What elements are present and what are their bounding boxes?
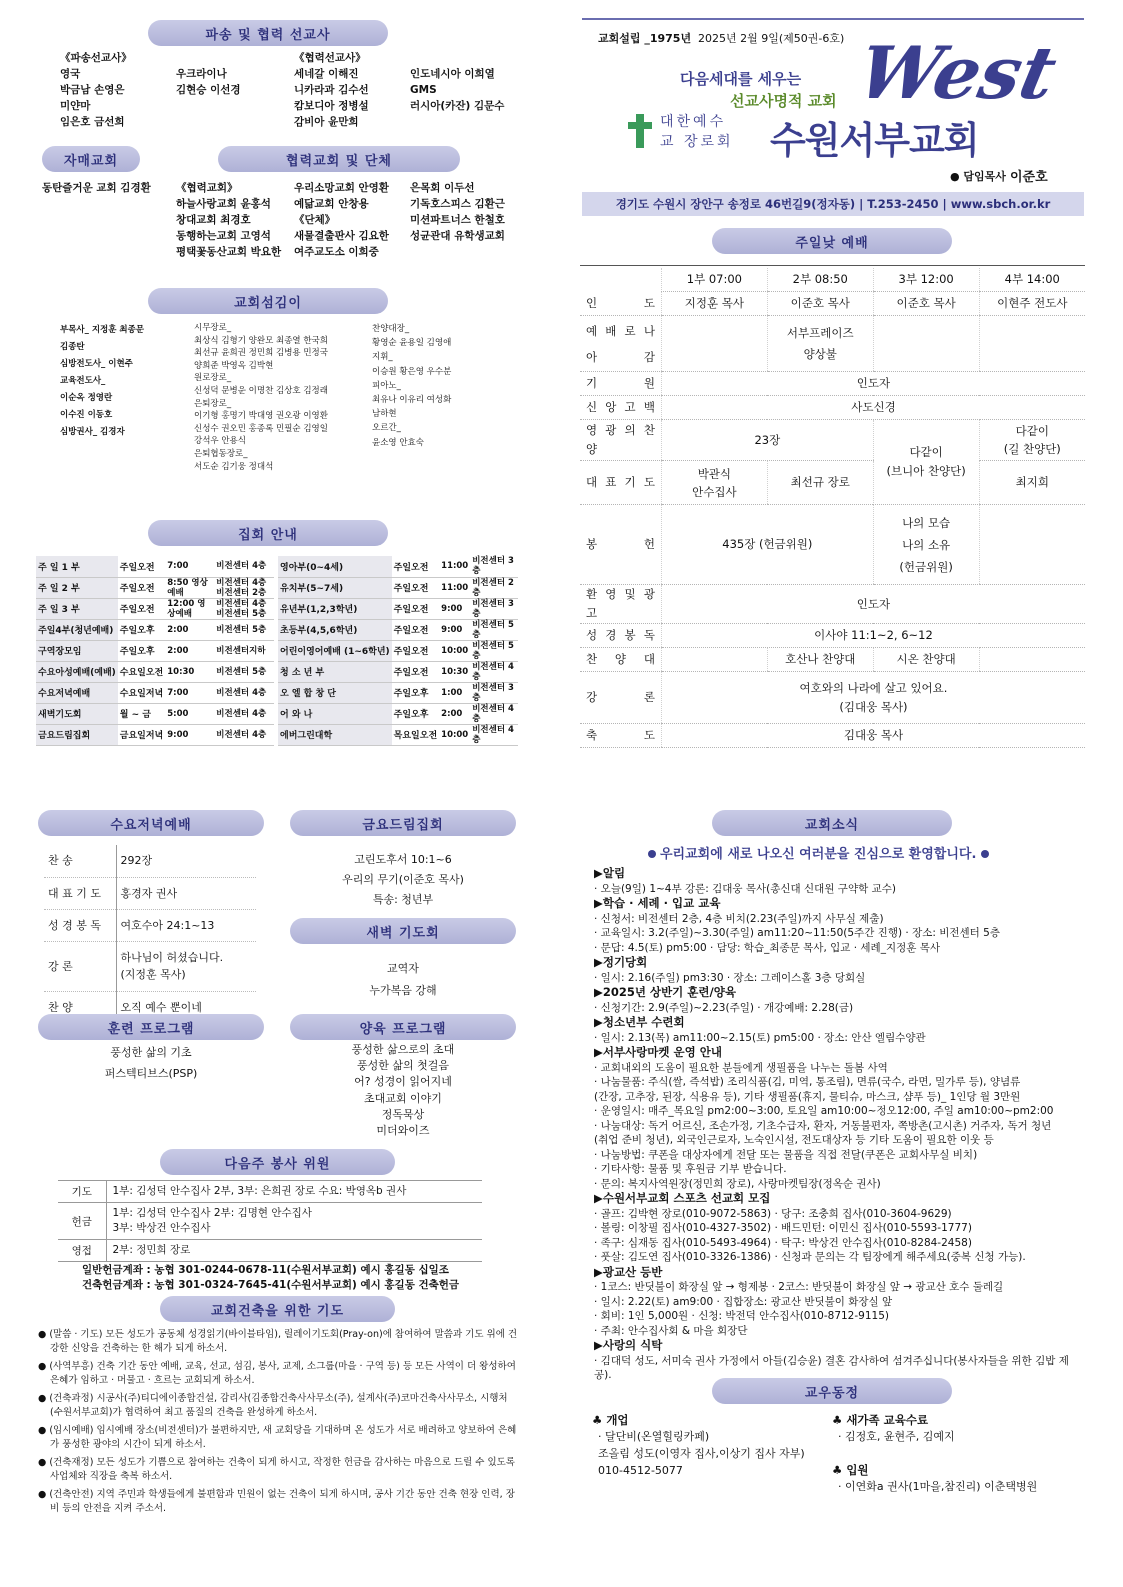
missionaries-col2: 우크라이나 김현승 이선경 bbox=[176, 68, 241, 96]
newfamily-heading: ♣ 새가족 교육수료 bbox=[832, 1413, 929, 1427]
address-bar: 경기도 수원시 장안구 송정로 46번길9(정자동) | T.253-2450 | www.sbch.or.kr bbox=[582, 192, 1084, 216]
meeting-cell: 비전센터지하 bbox=[214, 640, 274, 661]
dawn-text: 교역자 누가복음 강해 bbox=[369, 962, 437, 997]
offering-3: 나의 모습 나의 소유 (헌금위원) bbox=[873, 505, 979, 585]
worship-table bbox=[580, 268, 1085, 748]
wed-label: 성 경 봉 독 bbox=[44, 909, 116, 941]
meeting-cell: 비전센터 4층 bbox=[470, 703, 518, 724]
label-pray: 기 원 bbox=[580, 372, 661, 396]
label-choir: 찬 양 대 bbox=[580, 648, 661, 672]
meeting-cell: 10:30 bbox=[439, 661, 470, 682]
servants-col3: 찬양대장_ 황영순 윤용일 김영애 지휘_ 이승원 황은영 우수분 피아노_ 최유나 이유리 여성화 남하현 오르간_ 윤소영 안효숙 bbox=[372, 324, 452, 448]
sister-title: 자매교회 bbox=[42, 146, 140, 172]
meeting-cell: 2:00 bbox=[165, 640, 214, 661]
meeting-cell: 주일오전 bbox=[392, 598, 439, 619]
account-building: 건축헌금계좌 : 농협 301-0324-7645-41(수원서부교회) 예시 홍길동 건축헌금 bbox=[82, 1279, 460, 1291]
meeting-cell: 비전센터 2층 bbox=[470, 577, 518, 598]
meeting-cell: 목요일오전 bbox=[392, 724, 439, 745]
meeting-row bbox=[278, 724, 518, 745]
meeting-cell: 10:30 bbox=[165, 661, 214, 682]
meeting-row bbox=[36, 619, 274, 640]
nextweek-row bbox=[58, 1240, 482, 1262]
label-bless: 축 도 bbox=[580, 724, 661, 748]
prayer-list bbox=[38, 1328, 518, 1520]
servants-col1: 부목사_ 지정훈 최종문 김종탄 심방전도사_ 이현주 교육전도사_ 이순옥 정영란 이수진 이동호 심방권사_ 김경자 bbox=[60, 325, 145, 437]
meeting-cell: 비전센터 3층 bbox=[470, 556, 518, 577]
sermon: 여호와의 나라에 살고 있어요. (김대웅 목사) bbox=[661, 672, 1085, 724]
wed-value: 오직 예수 뿐이네 bbox=[116, 991, 256, 1023]
news-body: ▶알림 · 오늘(9일) 1~4부 강론: 김대웅 목사(총신대 신대원 구약학 교수) ▶학습 · 세례 · 입교 교육 · 신청서: 비전센터 2층, 4층 비치(2.23(주일)까지 사무실 제출) · 교육일시: 3.2(주일)~3.30(주일) am11:20~11:50(5주간 진행) · 장소: 비전센터 5층 · 문답: 4.5(토) pm5:00 · 담당: 학습_최종문 목사, 입교 · 세례_지정훈 목사 ▶정기당회 · 일시: 2.16(주일) pm3:30 · 장소: 그레이스홀 3층 당회실 ▶2025년 상반기 훈련/양육 · 신청기간: 2.9(주일)~2.23(주일) · 개강예배: 2.28(금) ▶청소년부 수련회 · 일시: 2.13(목) am11:00~2.15(토) pm5:00 · 장소: 안산 엘림수양관 ▶서부사랑마켓 운영 안내 · 교회내외의 도움이 필요한 분들에게 생필품을 나누는 돌봄 사역 · 나눔물품: 주식(쌀, 즉석밥) 조리식품(김, 미역, 통조림), 면류(국수, 라면, 밀가루 등), 양념류 (간장, 고추장, 된장, 식용유 등), 기타 생필품(휴지, 물티슈, 마스크, 샴푸 등)_ 1인당 월 3만원 · 운영일시: 매주_목요일 pm2:00~3:00, 토요일 am10:00~정오12:00, 주일 am10:00~pm2:00 · 나눔대상: 독거 어르신, 조손가정, 기초수급자, 환자, 거동불편자, 쪽방촌(고시촌) 거주자, 독거 청년 (취업 준비 청년), 외국인근로자, 노숙인시설, 전도대상자 등 기타 도움이 필요한 이웃 등 · 나눔방법: 쿠폰을 대상자에게 전달 또는 물품을 직접 전달(쿠폰은 교회사무실 비치) · 기타사항: 물품 및 후원금 기부 받습니다. · 문의: 복지사역원장(정민희 장로), 사랑마켓팀장(정옥순 권사) ▶수원서부교회 스포츠 선교회 모집 · 골프: 김박현 장로(010-9072-5863) · 당구: 조충희 집사(010-3604-9629) · 볼링: 이창필 집사(010-4327-3502) · 배드민턴: 이민신 집사(010-5593-1777) · 족구: 심재동 집사(010-5493-4964) · 탁구: 박상건 안수집사(010-8284-2458) · 풋살: 김도연 집사(010-3326-1386) · 신청과 문의는 각 팀장에게 해주세요(중복 신청 가능). ▶광교산 등반 · 1코스: 반딧불이 화장실 앞 → 형제봉 · 2코스: 반딧불이 화장실 앞 → 광교산 호수 둘레길 · 일시: 2.22(토) am9:00 · 집합장소: 광교산 반딧불이 화장실 앞 · 회비: 1인 5,000원 · 신청: 박전덕 안수집사(010-8712-9115) · 주최: 안수집사회 & 마을 회장단 ▶사랑의 식탁 · 김대덕 성도, 서미숙 권사 가정에서 아들(김승윤) 결혼 감사하여 섬겨주십니다(봉사자들을 위한 김밥 제공). bbox=[594, 866, 1069, 1381]
meeting-row bbox=[36, 724, 274, 745]
meeting-cell: 유년부(1,2,3학년) bbox=[278, 598, 392, 619]
meeting-cell: 금요드림집회 bbox=[36, 724, 118, 745]
meeting-cell: 1:00 bbox=[439, 682, 470, 703]
nextweek-title: 다음주 봉사 위원 bbox=[160, 1149, 395, 1175]
label-hymn: 영 광 의 찬 양 bbox=[580, 420, 661, 461]
nextweek-value: 1부: 김성덕 안수집사 2부, 3부: 은희권 장로 수요: 박영옥b 권사 bbox=[106, 1181, 482, 1203]
nurture-title: 양육 프로그램 bbox=[290, 1014, 516, 1040]
meeting-cell: 주일오후 bbox=[118, 619, 165, 640]
opening-text: · 달단비(온열힐링카페) 조올림 성도(이영자 집사,이상기 집사 자부) 010-4512-5077 bbox=[598, 1430, 805, 1477]
meeting-cell: 11:00 bbox=[439, 577, 470, 598]
leader-3: 이준호 목사 bbox=[873, 292, 979, 316]
benediction: 김대웅 목사 bbox=[661, 724, 1085, 748]
meeting-cell: 에버그린대학 bbox=[278, 724, 392, 745]
meeting-row bbox=[36, 703, 274, 724]
meeting-cell: 10:00 bbox=[439, 724, 470, 745]
prayer-text: (건축재정) 모든 성도가 기쁨으로 참여하는 건축이 되게 하시고, 작정한 헌금을 감사하는 마음으로 드릴 수 있도록 사업체와 직장을 축복 하소서. bbox=[49, 1457, 515, 1482]
leader-2: 이준호 목사 bbox=[767, 292, 873, 316]
account-general: 일반헌금계좌 : 농협 301-0244-0678-11(수원서부교회) 예시 홍길동 십일조 bbox=[82, 1264, 449, 1276]
meeting-cell: 2:00 bbox=[165, 619, 214, 640]
meeting-row bbox=[278, 619, 518, 640]
wed-label: 강 론 bbox=[44, 941, 116, 991]
nextweek-row bbox=[58, 1203, 482, 1240]
meeting-cell: 비전센터 4층 bbox=[470, 724, 518, 745]
slogan-2: 선교사명적 교회 bbox=[730, 92, 837, 110]
meeting-row bbox=[278, 682, 518, 703]
prayer-item: ● (건축안전) 지역 주민과 학생들에게 불편함과 민원이 없는 건축이 되게 하시며, 공사 기간 동안 건축 현장 인력, 장비 등의 안전을 지켜 주소서. bbox=[38, 1489, 515, 1514]
label-offer: 봉 헌 bbox=[580, 505, 661, 585]
meeting-row bbox=[278, 661, 518, 682]
meeting-row bbox=[36, 556, 274, 577]
choir-1: 호산나 찬양대 bbox=[767, 648, 873, 672]
meeting-row bbox=[36, 661, 274, 682]
servants-title: 교회섬김이 bbox=[148, 288, 388, 314]
nextweek-value: 1부: 김성덕 안수집사 2부: 김명현 안수집사 3부: 박상건 안수집사 bbox=[106, 1203, 482, 1240]
meeting-cell: 유치부(5~7세) bbox=[278, 577, 392, 598]
meeting-cell: 비전센터 4층 bbox=[214, 724, 274, 745]
service-2-time: 2부 08:50 bbox=[767, 268, 873, 292]
meeting-cell: 주일오후 bbox=[118, 640, 165, 661]
meeting-cell: 주일오전 bbox=[118, 598, 165, 619]
masthead-rule bbox=[582, 18, 1084, 20]
training-title: 훈련 프로그램 bbox=[38, 1014, 264, 1040]
meeting-cell: 주일오전 bbox=[118, 556, 165, 577]
wed-row bbox=[44, 941, 256, 991]
meeting-cell: 주일오후 bbox=[392, 682, 439, 703]
prayer-text: (임시예배) 임시예배 장소(비전센터)가 불편하지만, 새 교회당을 기대하며 온 성도가 서로 배려하고 양보하여 은혜가 풍성한 광야의 시간이 되게 하소서. bbox=[49, 1425, 517, 1450]
meeting-row bbox=[278, 556, 518, 577]
meeting-cell: 주 일 1 부 bbox=[36, 556, 118, 577]
prayer-item: ● (건축재정) 모든 성도가 기쁨으로 참여하는 건축이 되게 하시고, 작정한 헌금을 감사하는 마음으로 드릴 수 있도록 사업체와 직장을 축복 하소서. bbox=[38, 1457, 515, 1482]
call-to-worship: 서부프레이즈 양상불 bbox=[767, 316, 873, 372]
meeting-cell: 비전센터 5층 bbox=[214, 661, 274, 682]
creed: 사도신경 bbox=[661, 396, 1085, 420]
label-scripture: 성 경 봉 독 bbox=[580, 624, 661, 648]
worship-rule bbox=[580, 265, 1085, 266]
wed-value: 292장 bbox=[116, 845, 256, 877]
meeting-row bbox=[36, 640, 274, 661]
wed-value: 하나님이 허셨습니다. (지정훈 목사) bbox=[116, 941, 256, 991]
rep-prayer-3: 다같이 (브니아 찬양단) bbox=[873, 420, 979, 505]
prayer-text: (건축안전) 지역 주민과 학생들에게 불편함과 민원이 없는 건축이 되게 하시며, 공사 기간 동안 건축 현장 인력, 장비 등의 안전을 지켜 주소서. bbox=[49, 1489, 515, 1514]
opening-heading: ♣ 개업 bbox=[592, 1413, 629, 1427]
west-logo: West bbox=[850, 30, 1064, 115]
news-welcome bbox=[648, 843, 993, 862]
meeting-cell: 주일오후 bbox=[392, 703, 439, 724]
meeting-cell: 주 일 2 부 bbox=[36, 577, 118, 598]
servants-col2: 시무장로_ 최상식 김형기 양완모 최종열 한국희 최선규 윤희권 정민희 김병용 민정국 양희준 박영옥 김박현 원로장로_ 신성덕 문병운 이명찬 김상호 김정래 은퇴장로_ 이기형 홍명기 박대영 권오광 이영환 신성수 권오민 홍종록 민필순 김영일 강석우 안용식 은퇴협동장로_ 서도순 김기웅 정대석 bbox=[194, 323, 328, 472]
meeting-cell: 주 일 3 부 bbox=[36, 598, 118, 619]
nextweek-table bbox=[58, 1180, 482, 1262]
nextweek-label: 기도 bbox=[58, 1181, 106, 1203]
members-title: 교우동정 bbox=[712, 1378, 952, 1404]
pastor-label: ● 담임목사 bbox=[950, 170, 1006, 183]
meeting-cell: 주일오전 bbox=[392, 640, 439, 661]
nextweek-label: 영접 bbox=[58, 1240, 106, 1262]
meeting-cell: 비전센터 4층 비전센터 5층 bbox=[214, 598, 274, 619]
meeting-cell: 어린이영어예배 (1~6학년) bbox=[278, 640, 392, 661]
meeting-cell: 비전센터 3층 bbox=[470, 598, 518, 619]
fri-title: 금요드림집회 bbox=[290, 810, 516, 836]
wed-label: 찬 양 bbox=[44, 991, 116, 1023]
meeting-cell: 초등부(4,5,6학년) bbox=[278, 619, 392, 640]
meeting-cell: 주일4부(청년예배) bbox=[36, 619, 118, 640]
meeting-row bbox=[36, 682, 274, 703]
issue-date: 2025년 2월 9일(제50권-6호) bbox=[698, 32, 845, 45]
invocation: 인도자 bbox=[661, 372, 1085, 396]
nextweek-row bbox=[58, 1181, 482, 1203]
meeting-cell: 7:00 bbox=[165, 556, 214, 577]
rep-prayer-1: 박관식 안수집사 bbox=[661, 461, 767, 505]
coop-col1: 《협력교회》 하늘사랑교회 윤홍석 창대교회 최경호 동행하는교회 고영석 평택꽃동산교회 박요한 bbox=[176, 182, 282, 258]
slogan-1: 다음세대를 세우는 bbox=[680, 70, 802, 88]
meeting-cell: 오 엘 합 창 단 bbox=[278, 682, 392, 703]
welcome-text: 우리교회에 새로 나오신 여러분을 진심으로 환영합니다. bbox=[660, 847, 977, 862]
nextweek-label: 헌금 bbox=[58, 1203, 106, 1240]
meeting-cell: 청 소 년 부 bbox=[278, 661, 392, 682]
meeting-cell: 비전센터 5층 bbox=[470, 619, 518, 640]
label-welcome: 환 영 및 광 고 bbox=[580, 585, 661, 624]
newfamily-text: · 김정호, 윤현주, 김예지 bbox=[838, 1430, 955, 1443]
meeting-row bbox=[36, 598, 274, 619]
scripture: 이사야 11:1~2, 6~12 bbox=[661, 624, 1085, 648]
meeting-cell: 비전센터 4층 bbox=[214, 556, 274, 577]
training-text: 풍성한 삶의 기초 퍼스텍티브스(PSP) bbox=[104, 1046, 198, 1080]
meeting-cell: 영아부(0~4세) bbox=[278, 556, 392, 577]
meeting-cell: 주일오전 bbox=[392, 619, 439, 640]
coop-col3: 은목회 이두선 기독호스피스 김환근 미션파트너스 한철호 성균관대 유학생교회 bbox=[410, 182, 505, 242]
coop-title: 협력교회 및 단체 bbox=[218, 146, 460, 172]
meeting-cell: 9:00 bbox=[439, 619, 470, 640]
meeting-cell: 10:00 bbox=[439, 640, 470, 661]
welcome: 인도자 bbox=[661, 585, 1085, 624]
prayer-item: ● (말씀 · 기도) 모든 성도가 공동체 성경읽기(바이블타임), 릴레이기도회(Pray-on)에 참여하여 말씀과 기도 위에 건강한 신앙을 건축하는 한 해가 되게 하소서. bbox=[38, 1329, 518, 1354]
label-rep: 대 표 기 도 bbox=[580, 461, 661, 505]
coop-col2: 우리소망교회 안영환 예닮교회 안창용 《단체》 새물결출판사 김요한 여주교도소 이희중 bbox=[294, 182, 389, 258]
meeting-row bbox=[278, 640, 518, 661]
label-sermon: 강 론 bbox=[580, 672, 661, 724]
prayer-text: (건축과정) 시공사(주)티디에이종합건설, 감리사(김종합건축사사무소(주), 설계사(주)코마건축사사무소, 시행처(수원서부교회)가 협력하여 최고 품질의 건축을 완성하게 하소서. bbox=[49, 1393, 508, 1418]
meeting-cell: 5:00 bbox=[165, 703, 214, 724]
rep-prayer-2: 최선규 장로 bbox=[767, 461, 873, 505]
wed-label: 대 표 기 도 bbox=[44, 877, 116, 909]
founded: 교회설립 _1975년 bbox=[598, 32, 692, 45]
missionaries-col1: 《파송선교사》 영국 박금남 손영은 미얀마 임은호 금선희 bbox=[60, 52, 132, 128]
meeting-cell: 비전센터 5층 bbox=[214, 619, 274, 640]
meeting-row bbox=[278, 703, 518, 724]
meeting-row bbox=[278, 577, 518, 598]
meeting-row bbox=[36, 577, 274, 598]
prayer-text: (사역부흥) 건축 기간 동안 예배, 교육, 선교, 섬김, 봉사, 교제, 소그룹(마을 · 구역 등) 등 모든 사역이 더 왕성하여 은혜가 임하고 · 머물고 · 흐르는 교회되게 하소서. bbox=[49, 1361, 516, 1386]
label-creed: 신 앙 고 백 bbox=[580, 396, 661, 420]
hymn: 23장 bbox=[661, 420, 873, 461]
leader-1: 지정훈 목사 bbox=[661, 292, 767, 316]
wed-row bbox=[44, 909, 256, 941]
meeting-cell: 8:50 영상예배 bbox=[165, 577, 214, 598]
dawn-title: 새벽 기도회 bbox=[290, 918, 516, 944]
meeting-cell: 7:00 bbox=[165, 682, 214, 703]
meeting-cell: 수요아성예배(예배) bbox=[36, 661, 118, 682]
meeting-cell: 11:00 bbox=[439, 556, 470, 577]
meeting-cell: 12:00 영상예배 bbox=[165, 598, 214, 619]
label-lead: 인 도 bbox=[580, 292, 661, 316]
meetings-table-right bbox=[278, 556, 518, 746]
pastor-name: 이준호 bbox=[1010, 170, 1048, 185]
hospital-heading: ♣ 입원 bbox=[832, 1463, 869, 1477]
meeting-cell: 주일오전 bbox=[392, 577, 439, 598]
wed-title: 수요저녁예배 bbox=[38, 810, 264, 836]
meetings-table-left bbox=[36, 556, 274, 746]
label-call: 예 배 로 나 아 감 bbox=[580, 316, 661, 372]
prayer-text: (말씀 · 기도) 모든 성도가 공동체 성경읽기(바이블타임), 릴레이기도회(Pray-on)에 참여하여 말씀과 기도 위에 건강한 신앙을 건축하는 한 해가 되게 하소서. bbox=[49, 1329, 518, 1354]
hymn-4: 다같이 (길 찬양단) bbox=[979, 420, 1085, 461]
meeting-cell: 비전센터 5층 bbox=[470, 640, 518, 661]
nextweek-value: 2부: 정민희 장로 bbox=[106, 1240, 482, 1262]
prayer-item: ● (사역부흥) 건축 기간 동안 예배, 교육, 선교, 섬김, 봉사, 교제, 소그룹(마을 · 구역 등) 등 모든 사역이 더 왕성하여 은혜가 임하고 · 머물고 · 흐르는 교회되게 하소서. bbox=[38, 1361, 516, 1386]
meeting-cell: 월 ~ 금 bbox=[118, 703, 165, 724]
wed-row bbox=[44, 845, 256, 877]
nurture-text: 풍성한 삶으로의 초대 풍성한 삶의 첫걸음 어? 성경이 읽어지네 초대교회 이야기 정독묵상 미더와이즈 bbox=[351, 1043, 455, 1138]
meetings-title: 집회 안내 bbox=[148, 520, 388, 546]
wed-label: 찬 송 bbox=[44, 845, 116, 877]
service-3-time: 3부 12:00 bbox=[873, 268, 979, 292]
meeting-cell: 비전센터 4층 bbox=[214, 682, 274, 703]
choir-2: 시온 찬양대 bbox=[873, 648, 979, 672]
worship-title: 주일낮 예배 bbox=[712, 228, 952, 254]
meeting-cell: 주일오전 bbox=[392, 661, 439, 682]
meeting-cell: 구역장모임 bbox=[36, 640, 118, 661]
meeting-cell: 수요일저녁 bbox=[118, 682, 165, 703]
wed-table bbox=[44, 845, 256, 1024]
news-title: 교회소식 bbox=[712, 810, 952, 836]
church-name: 수원서부교회 bbox=[770, 119, 979, 162]
hospital-text: · 이연화a 권사(1마을,참진리) 이춘택병원 bbox=[838, 1480, 1038, 1493]
wed-value: 여호수아 24:1~13 bbox=[116, 909, 256, 941]
meeting-cell: 금요일저녁 bbox=[118, 724, 165, 745]
meeting-cell: 9:00 bbox=[439, 598, 470, 619]
meeting-cell: 새벽기도회 bbox=[36, 703, 118, 724]
offering: 435장 (헌금위원) bbox=[661, 505, 873, 585]
prayer-item: ● (건축과정) 시공사(주)티디에이종합건설, 감리사(김종합건축사사무소(주), 설계사(주)코마건축사사무소, 시행처(수원서부교회)가 협력하여 최고 품질의 건축을 완성하게 하소서. bbox=[38, 1393, 508, 1418]
leader-4: 이현주 전도사 bbox=[979, 292, 1085, 316]
meeting-cell: 수요저녁예배 bbox=[36, 682, 118, 703]
cross-icon bbox=[628, 114, 652, 148]
meeting-cell: 비전센터 4층 bbox=[470, 661, 518, 682]
service-4-time: 4부 14:00 bbox=[979, 268, 1085, 292]
meeting-cell: 비전센터 4층 bbox=[214, 703, 274, 724]
missionaries-col4: 인도네시아 이희열 GMS 러시아(카잔) 김문수 bbox=[410, 68, 505, 112]
prayer-item: ● (임시예배) 임시예배 장소(비전센터)가 불편하지만, 새 교회당을 기대하며 온 성도가 서로 배려하고 양보하여 은혜가 풍성한 광야의 시간이 되게 하소서. bbox=[38, 1425, 517, 1450]
prayer-title: 교회건축을 위한 기도 bbox=[160, 1296, 395, 1322]
missionaries-col3: 《협력선교사》 세네갈 이해진 니카라과 김수선 캄보디아 정병설 감비아 윤만희 bbox=[294, 52, 369, 128]
rep-prayer-4: 최지희 bbox=[979, 461, 1085, 505]
meeting-cell: 어 와 나 bbox=[278, 703, 392, 724]
meeting-cell: 수요일오전 bbox=[118, 661, 165, 682]
missionaries-title: 파송 및 협력 선교사 bbox=[148, 20, 388, 46]
denomination: 대한예수교 장로회 bbox=[660, 114, 734, 150]
meeting-cell: 주일오전 bbox=[392, 556, 439, 577]
wed-row bbox=[44, 877, 256, 909]
meeting-cell: 2:00 bbox=[439, 703, 470, 724]
meeting-row bbox=[278, 598, 518, 619]
meeting-cell: 비전센터 3층 bbox=[470, 682, 518, 703]
service-1-time: 1부 07:00 bbox=[661, 268, 767, 292]
wed-value: 홍경자 권사 bbox=[116, 877, 256, 909]
meeting-cell: 주일오전 bbox=[118, 577, 165, 598]
meeting-cell: 9:00 bbox=[165, 724, 214, 745]
sister-text: 동탄즐거운 교회 김경환 bbox=[42, 182, 151, 194]
fri-text: 고린도후서 10:1~6 우리의 무기(이준호 목사) 특송: 청년부 bbox=[342, 853, 464, 906]
meeting-cell: 비전센터 4층 비전센터 2층 bbox=[214, 577, 274, 598]
